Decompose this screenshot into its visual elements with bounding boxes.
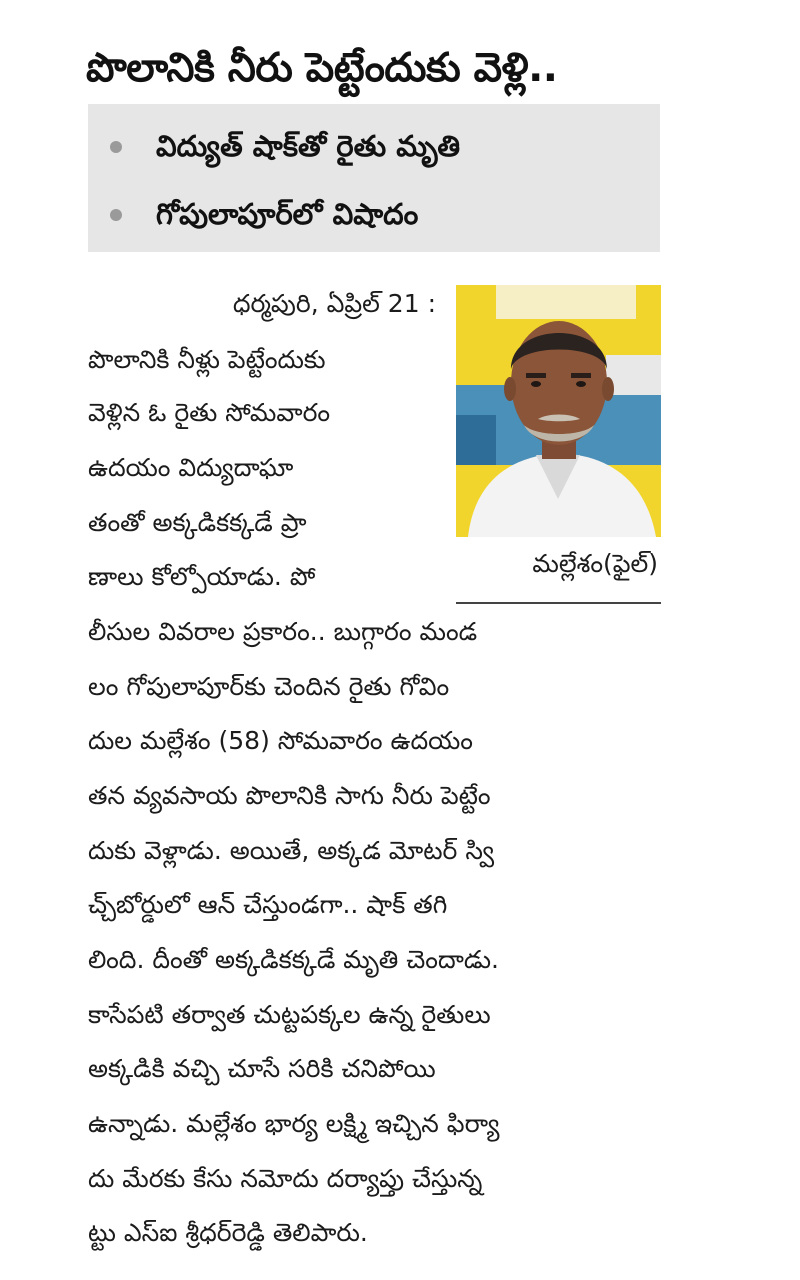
article-text-line: పొలానికి నీళ్లు పెట్టేందుకు (88, 345, 326, 374)
article-text-line: దుల మల్లేశం (58) సోమవారం ఉదయం (88, 726, 473, 755)
article-text-line: ట్టు ఎస్ఐ శ్రీధర్‌రెడ్డి తెలిపారు. (88, 1218, 368, 1247)
article-text-line: దు మేరకు కేసు నమోదు దర్యాప్తు చేస్తున్న (88, 1164, 483, 1193)
article-text-line: దుకు వెళ్లాడు. అయితే, అక్కడ మోటర్ స్వి (88, 836, 495, 865)
article-text-line: ఉన్నాడు. మల్లేశం భార్య లక్ష్మి ఇచ్చిన ఫిర్యా (88, 1109, 500, 1138)
article-text-line: అక్కడికి వచ్చి చూసే సరికి చనిపోయి (88, 1054, 436, 1083)
subheadline-item (88, 116, 660, 176)
bullet-icon (110, 209, 122, 221)
article-text-line: లం గోపులాపూర్‌కు చెందిన రైతు గోవిం (88, 672, 450, 701)
article-text-line: ఉదయం విద్యుదాఘా (88, 453, 294, 482)
subheadline-text: విద్యుత్ షాక్‌తో రైతు మృతి (156, 129, 461, 163)
article-text-line: చ్చ్‌బోర్డులో ఆన్ చేస్తుండగా.. షాక్ తగి (88, 890, 448, 919)
subheadline-box (88, 104, 660, 252)
article-text-line: లీసుల వివరాల ప్రకారం.. బుగ్గారం మండ (88, 617, 478, 646)
person-photo (456, 285, 661, 537)
caption-divider (456, 602, 661, 604)
article-text-line: ణాలు కోల్పోయాడు. పో (88, 562, 316, 591)
subheadline-item (88, 184, 660, 244)
bullet-icon (110, 141, 122, 153)
article-text-line: ధర్మపురి, ఏప్రిల్ 21 : (232, 289, 436, 318)
subheadline-text: గోపులాపూర్‌లో విషాదం (156, 197, 419, 231)
person-photo-image (456, 285, 661, 537)
article-text-line: లింది. దీంతో అక్కడికక్కడే మృతి చెందాడు. (88, 945, 500, 974)
photo-caption: మల్లేశం(ఫైల్) (532, 549, 658, 578)
article-text-line: తంతో అక్కడికక్కడే ప్రా (88, 508, 307, 537)
article-text-line: తన వ్యవసాయ పొలానికి సాగు నీరు పెట్టేం (88, 781, 491, 810)
article-text-line: వెళ్లిన ఓ రైతు సోమవారం (88, 398, 331, 427)
article-headline: పొలానికి నీరు పెట్టేందుకు వెళ్లి.. (86, 45, 558, 91)
article-text-line: కాసేపటి తర్వాత చుట్టపక్కల ఉన్న రైతులు (88, 1000, 491, 1029)
